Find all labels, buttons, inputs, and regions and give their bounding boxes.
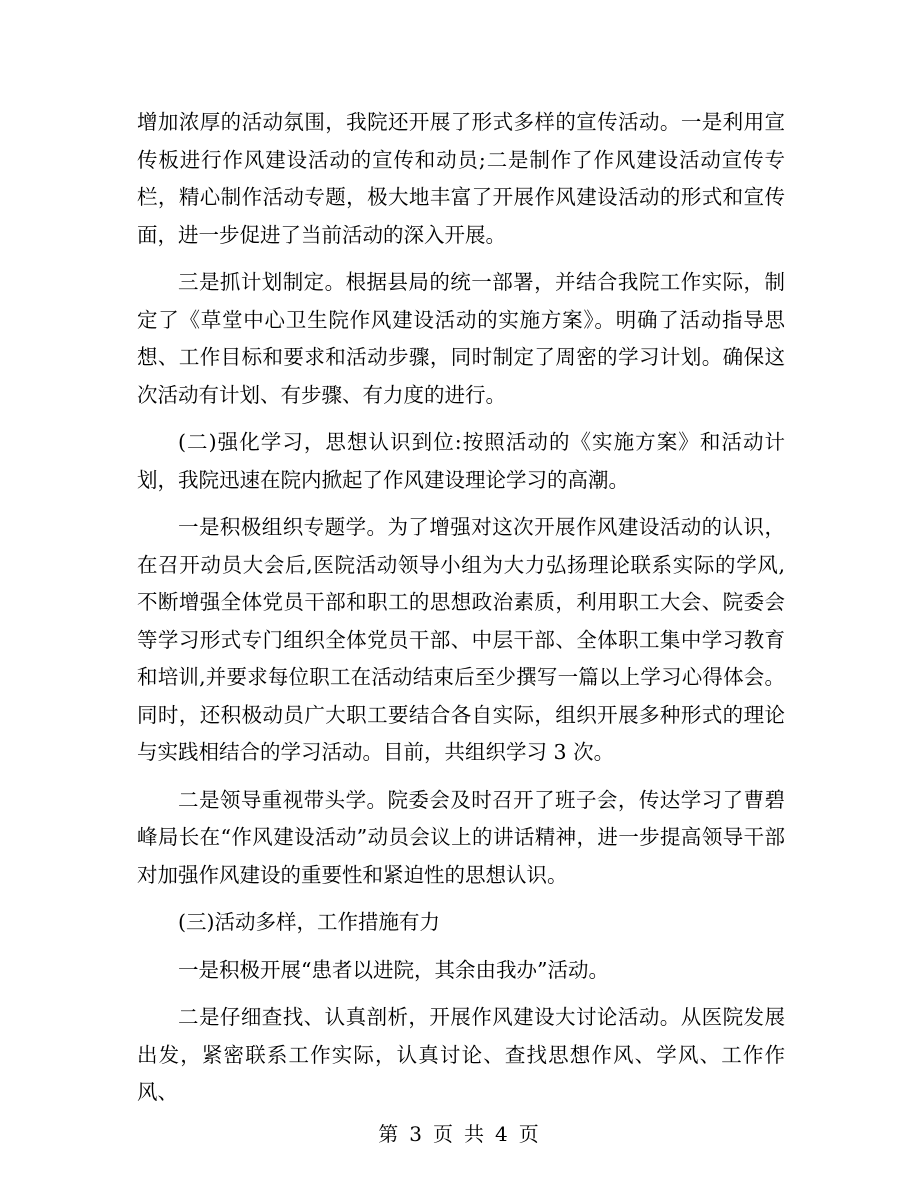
paragraph: 增加浓厚的活动氛围，我院还开展了形式多样的宣传活动。一是利用宣传板进行作风建设活动的宣传和动员;二是制作了作风建设活动宣传专栏，精心制作活动专题，极大地丰富了开展作风建设活动的形式和宣传面，进一步促进了当前活动的深入开展。: [137, 110, 785, 247]
footer-label-di: 第: [378, 1122, 402, 1146]
section-heading-paragraph: (三)活动多样，工作措施有力: [178, 910, 440, 934]
section-heading-paragraph: (二)强化学习，思想认识到位:按照活动的《实施方案》和活动计划，我院迅速在院内掀起了作风建设理论学习的高潮。: [137, 430, 785, 492]
footer-total-pages: 4: [495, 1122, 511, 1146]
paragraph: 一是积极开展“患者以进院，其余由我办”活动。: [178, 957, 609, 982]
footer-current-page: 3: [409, 1122, 425, 1146]
footer-label-ye: 页: [518, 1122, 542, 1146]
paragraph: 三是抓计划制定。根据县局的统一部署，并结合我院工作实际，制定了《草堂中心卫生院作风建设活动的实施方案》。明确了活动指导思想、工作目标和要求和活动步骤，同时制定了周密的学习计划。确保这次活动有计划、有步骤、有力度的进行。: [137, 270, 785, 407]
paragraph: 一是积极组织专题学。为了增强对这次开展作风建设活动的认识，在召开动员大会后,医院活动领导小组为大力弘扬理论联系实际的学风,不断增强全体党员干部和职工的思想政治素质，利用职工大会、院委会等学习形式专门组织全体党员干部、中层干部、全体职工集中学习教育和培训,并要求每位职工在活动结束后至少撰写一篇以上学习心得体会。同时，还积极动员广大职工要结合各自实际，组织开展多种形式的理论与实践相结合的学习活动。目前，共组织学习 3 次。: [137, 515, 785, 764]
footer-label-ye: 页: [433, 1122, 456, 1146]
paragraph: 二是领导重视带头学。院委会及时召开了班子会，传达学习了曹碧峰局长在“作风建设活动”动员会议上的讲话精神，进一步提高领导干部对加强作风建设的重要性和紧迫性的思想认识。: [137, 787, 785, 887]
paragraph: 二是仔细查找、认真剖析，开展作风建设大讨论活动。从医院发展出发，紧密联系工作实际，认真讨论、查找思想作风、学风、工作作风、: [137, 1005, 785, 1104]
document-body: [137, 104, 785, 1122]
page-footer: [0, 1118, 920, 1147]
footer-label-gong: 共: [464, 1122, 487, 1146]
